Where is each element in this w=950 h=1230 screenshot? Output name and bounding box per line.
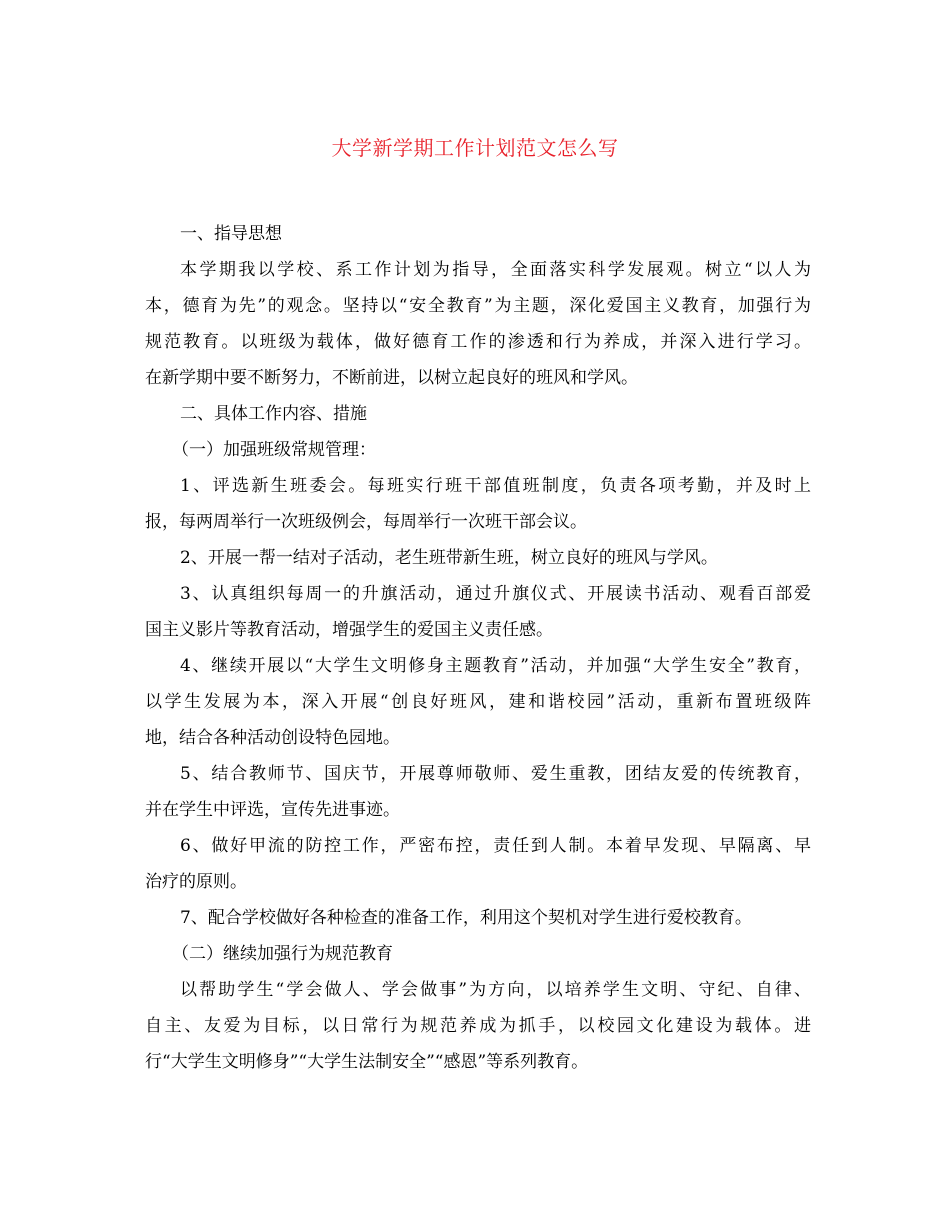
list-item-line: 以学生发展为本，深入开展“创良好班风，建和谐校园”活动，重新布置班级阵 bbox=[145, 692, 811, 712]
list-item-line: 地，结合各种活动创设特色园地。 bbox=[145, 728, 400, 748]
section-heading-guiding-thought: 一、指导思想 bbox=[180, 224, 282, 244]
paragraph-line: 自主、友爱为目标，以日常行为规范养成为抓手，以校园文化建设为载体。进 bbox=[145, 1016, 811, 1036]
document-title: 大学新学期工作计划范文怎么写 bbox=[331, 136, 619, 160]
list-item-line: 国主义影片等教育活动，增强学生的爱国主义责任感。 bbox=[145, 620, 553, 640]
paragraph-line: 规范教育。以班级为载体，做好德育工作的渗透和行为养成，并深入进行学习。 bbox=[145, 332, 811, 352]
list-item-line: 4、继续开展以“大学生文明修身主题教育”活动，并加强“大学生安全”教育， bbox=[180, 656, 811, 676]
list-item-line: 1、评选新生班委会。每班实行班干部值班制度，负责各项考勤，并及时上 bbox=[180, 476, 811, 496]
list-item-line: 3、认真组织每周一的升旗活动，通过升旗仪式、开展读书活动、观看百部爱 bbox=[180, 584, 811, 604]
paragraph-line: 本学期我以学校、系工作计划为指导，全面落实科学发展观。树立“以人为 bbox=[180, 260, 811, 280]
paragraph-line: 本，德育为先”的观念。坚持以“安全教育”为主题，深化爱国主义教育，加强行为 bbox=[145, 296, 811, 316]
subsection-heading-class-management: （一）加强班级常规管理： bbox=[172, 440, 376, 460]
list-item-line: 2、开展一帮一结对子活动，老生班带新生班，树立良好的班风与学风。 bbox=[180, 548, 718, 568]
list-item-line: 6、做好甲流的防控工作，严密布控，责任到人制。本着早发现、早隔离、早 bbox=[180, 836, 811, 856]
subsection-heading-behavior-education: （二）继续加强行为规范教育 bbox=[172, 944, 393, 964]
list-item-line: 7、配合学校做好各种检查的准备工作，利用这个契机对学生进行爱校教育。 bbox=[180, 908, 752, 928]
list-item-line: 5、结合教师节、国庆节，开展尊师敬师、爱生重教，团结友爱的传统教育， bbox=[180, 764, 811, 784]
section-heading-work-content: 二、具体工作内容、措施 bbox=[180, 404, 367, 424]
paragraph-line: 在新学期中要不断努力，不断前进，以树立起良好的班风和学风。 bbox=[145, 368, 638, 388]
list-item-line: 并在学生中评选，宣传先进事迹。 bbox=[145, 800, 400, 820]
list-item-line: 治疗的原则。 bbox=[145, 872, 247, 892]
list-item-line: 报，每两周举行一次班级例会，每周举行一次班干部会议。 bbox=[145, 512, 587, 532]
document-body bbox=[145, 216, 811, 1080]
paragraph-line: 行“大学生文明修身”“大学生法制安全”“感恩”等系列教育。 bbox=[145, 1052, 589, 1072]
paragraph-line: 以帮助学生“学会做人、学会做事”为方向，以培养学生文明、守纪、自律、 bbox=[180, 980, 811, 1000]
